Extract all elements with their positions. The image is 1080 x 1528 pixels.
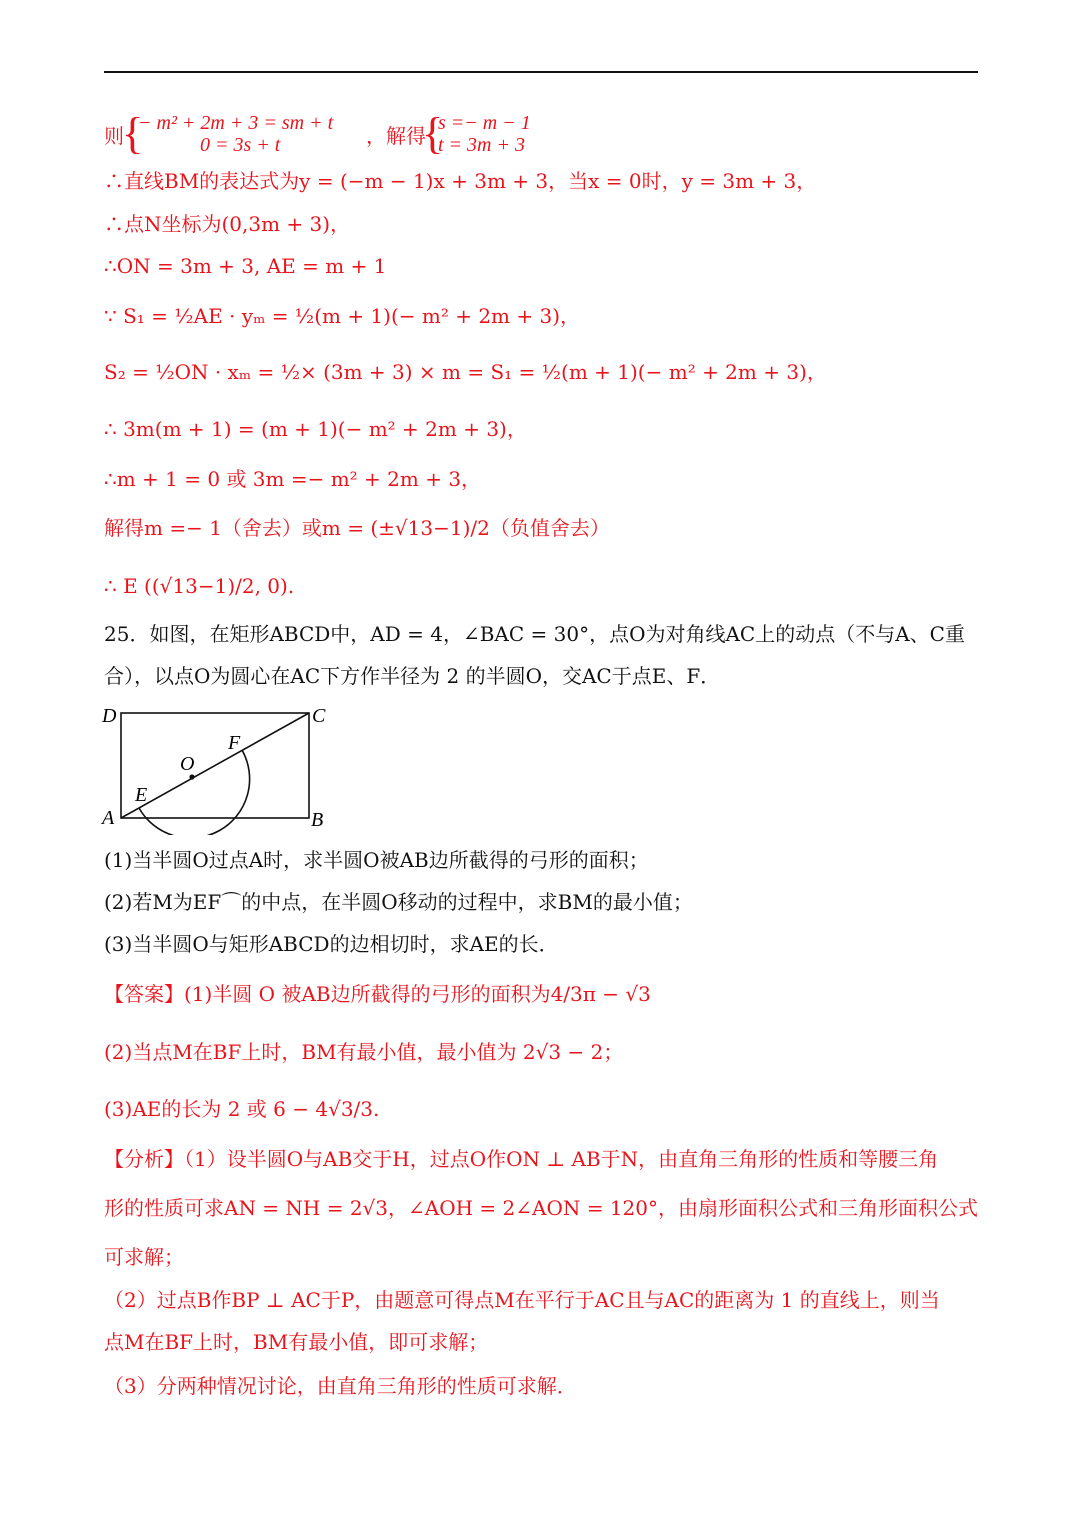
answer-3: (3)AE的长为 2 或 6 − 4√3/3. [104, 1097, 380, 1121]
system-row-3: s =− m − 1 [438, 112, 531, 134]
question-3: (3)当半圆O与矩形ABCD的边相切时，求AE的长． [104, 932, 559, 956]
system-solve-label: ，解得 [366, 124, 426, 148]
rectangle-semicircle-figure [100, 700, 340, 835]
solution-line-7: ∴m + 1 = 0 或 3m =− m² + 2m + 3， [104, 467, 482, 491]
label-b: B [311, 809, 324, 831]
center-point-o [189, 774, 194, 779]
analysis-line-4: （2）过点B作BP ⊥ AC于P，由题意可得点M在平行于AC且与AC的距离为 1 的直线上，则当 [104, 1288, 940, 1312]
solution-line-2: ∴点N坐标为(0,3m + 3)， [104, 212, 351, 236]
system-row-2: 0 = 3s + t [200, 134, 281, 156]
analysis-line-5: 点M在BF上时，BM有最小值，即可求解； [104, 1330, 489, 1354]
label-d: D [102, 705, 117, 727]
solution-line-3: ∴ON = 3m + 3, AE = m + 1 [104, 254, 387, 278]
label-a: A [102, 807, 115, 829]
answer-1: 【答案】(1)半圆 O 被AB边所截得的弓形的面积为4/3π − √3 [104, 982, 651, 1006]
solution-line-4: ∵ S₁ = ½AE · yₘ = ½(m + 1)(− m² + 2m + 3)， [104, 304, 581, 328]
solution-line-8: 解得m =− 1（舍去）或m = (±√13−1)/2（负值舍去） [104, 516, 610, 540]
system-row-1: − m² + 2m + 3 = sm + t [138, 112, 334, 134]
diagonal-ac [121, 713, 309, 818]
analysis-line-1: 【分析】（1）设半圆O与AB交于H，过点O作ON ⊥ AB于N，由直角三角形的性质和等腰三角 [104, 1147, 939, 1171]
analysis-line-2: 形的性质可求AN = NH = 2√3，∠AOH = 2∠AON = 120°，由扇形面积公式和三角形面积公式 [104, 1196, 979, 1220]
system-row-4: t = 3m + 3 [438, 134, 525, 156]
problem-statement-2: 合），以点O为圆心在AC下方作半径为 2 的半圆O，交AC于点E、F． [104, 664, 721, 688]
label-o: O [180, 753, 195, 775]
solution-line-1: ∴直线BM的表达式为y = (−m − 1)x + 3m + 3，当x = 0时，y = 3m + 3， [104, 169, 817, 193]
label-e: E [135, 784, 148, 806]
problem-statement-1: 25．如图，在矩形ABCD中，AD = 4，∠BAC = 30°，点O为对角线AC上的动点（不与A、C重 [104, 622, 965, 646]
solution-line-5: S₂ = ½ON · xₘ = ½× (3m + 3) × m = S₁ = ½(m + 1)(− m² + 2m + 3)， [104, 360, 827, 384]
answer-2: (2)当点M在BF上时，BM有最小值，最小值为 2√3 − 2； [104, 1040, 624, 1064]
solution-line-9: ∴ E ((√13−1)/2, 0). [104, 574, 295, 598]
solution-line-6: ∴ 3m(m + 1) = (m + 1)(− m² + 2m + 3)， [104, 417, 527, 441]
header-rule [104, 71, 978, 73]
question-2: (2)若M为EF⌒的中点，在半圆O移动的过程中，求BM的最小值； [104, 890, 693, 914]
question-1: (1)当半圆O过点A时，求半圆O被AB边所截得的弓形的面积； [104, 848, 649, 872]
label-f: F [228, 732, 241, 754]
analysis-line-3: 可求解； [104, 1245, 184, 1269]
system-prefix: 则 [104, 124, 124, 148]
label-c: C [312, 705, 326, 727]
analysis-line-6: （3）分两种情况讨论，由直角三角形的性质可求解． [104, 1374, 577, 1398]
